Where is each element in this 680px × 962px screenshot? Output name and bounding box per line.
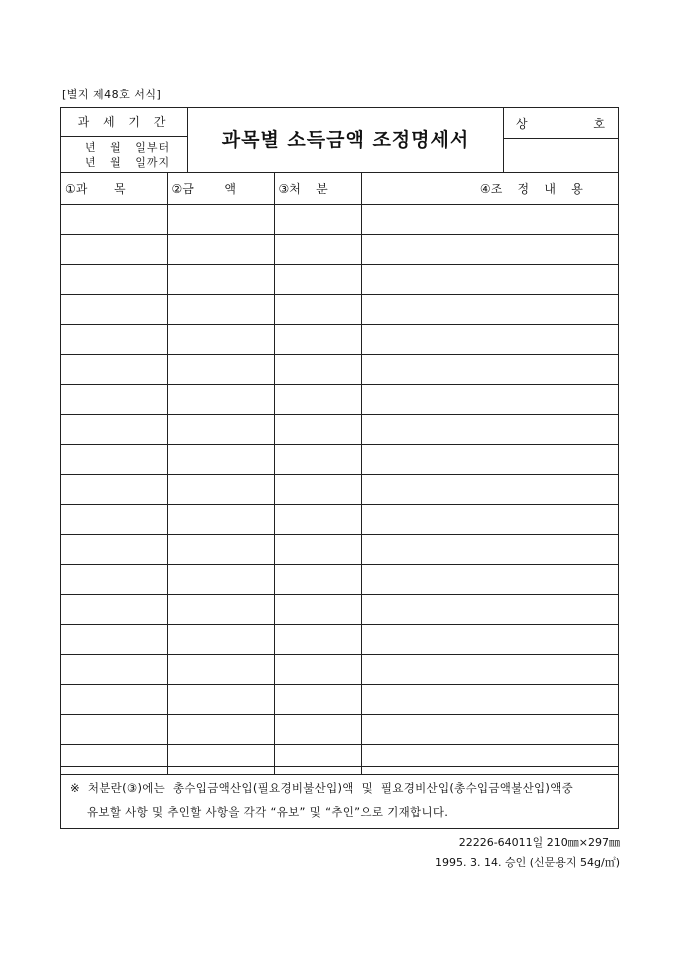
company-name-label (504, 108, 619, 139)
cell-subject[interactable] (61, 415, 167, 445)
cell-subject[interactable] (61, 325, 167, 355)
cell-adjustment-details[interactable] (361, 235, 618, 265)
cell-amount[interactable] (167, 295, 274, 325)
cell-amount[interactable] (167, 505, 274, 535)
cell-disposition[interactable] (274, 655, 361, 685)
cell-adjustment-details[interactable] (361, 205, 618, 235)
cell-adjustment-details[interactable] (361, 655, 618, 685)
cell-amount[interactable] (167, 595, 274, 625)
cell-adjustment-details[interactable] (361, 625, 618, 655)
cell-adjustment-details[interactable] (361, 565, 618, 595)
adjustment-table (61, 172, 618, 775)
cell-adjustment-details[interactable] (361, 385, 618, 415)
table-row (61, 265, 618, 295)
cell-disposition[interactable] (274, 205, 361, 235)
table-row (61, 655, 618, 685)
cell-adjustment-details[interactable] (361, 715, 618, 745)
cell-subject[interactable] (61, 355, 167, 385)
cell-amount[interactable] (167, 655, 274, 685)
table-body (61, 205, 618, 775)
note-line-2: 유보할 사항 및 추인할 사항을 각각 “유보” 및 “추인”으로 기재합니다. (87, 805, 449, 819)
cell-disposition[interactable] (274, 295, 361, 325)
column-header-amount: ②금 액 (167, 172, 274, 205)
note-line-1: ※ 처분란(③)에는 총수입금액산입(필요경비불산입)액 및 필요경비산입(총수입금액불산입)액중 (70, 781, 574, 795)
cell-subject[interactable] (61, 205, 167, 235)
cell-disposition[interactable] (274, 715, 361, 745)
cell-subject[interactable] (61, 535, 167, 565)
cell-subject[interactable] (61, 265, 167, 295)
form-header (61, 108, 618, 173)
cell-subject[interactable] (61, 235, 167, 265)
cell-adjustment-details[interactable] (361, 325, 618, 355)
cell-disposition[interactable] (274, 265, 361, 295)
table-row (61, 565, 618, 595)
cell-amount[interactable] (167, 445, 274, 475)
cell-amount[interactable] (167, 205, 274, 235)
cell-subject[interactable] (61, 385, 167, 415)
form-frame (60, 107, 619, 829)
cell-adjustment-details[interactable] (361, 505, 618, 535)
period-from: 년 월 일부터 (85, 141, 171, 154)
table-row (61, 325, 618, 355)
cell-amount[interactable] (167, 685, 274, 715)
cell-subject[interactable] (61, 565, 167, 595)
cell-subject[interactable] (61, 295, 167, 325)
table-header-row (61, 172, 618, 205)
form-code: 22226-64011일 210㎜×297㎜ (458, 836, 620, 849)
column-header-disposition: ③처 분 (274, 172, 361, 205)
cell-subject[interactable] (61, 475, 167, 505)
cell-adjustment-details[interactable] (361, 445, 618, 475)
company-label-char-2: 호 (593, 117, 605, 131)
table-row (61, 355, 618, 385)
form-caption: [별지 제48호 서식] (62, 88, 162, 101)
table-row (61, 595, 618, 625)
table-row (61, 445, 618, 475)
form-title: 과목별 소득금액 조정명세서 (221, 129, 470, 151)
table-row (61, 625, 618, 655)
cell-amount[interactable] (167, 715, 274, 745)
cell-subject[interactable] (61, 445, 167, 475)
cell-subject[interactable] (61, 685, 167, 715)
cell-subject[interactable] (61, 505, 167, 535)
cell-adjustment-details[interactable] (361, 295, 618, 325)
period-to: 년 월 일까지 (85, 156, 171, 169)
cell-disposition[interactable] (274, 235, 361, 265)
table-row (61, 715, 618, 745)
column-header-subject: ①과 목 (61, 172, 167, 205)
cell-adjustment-details[interactable] (361, 415, 618, 445)
cell-subject[interactable] (61, 625, 167, 655)
table-row (61, 685, 618, 715)
tax-period-label: 과 세 기 간 (61, 108, 187, 137)
cell-adjustment-details[interactable] (361, 475, 618, 505)
cell-disposition[interactable] (274, 685, 361, 715)
table-row (61, 295, 618, 325)
cell-subject[interactable] (61, 595, 167, 625)
cell-disposition[interactable] (274, 385, 361, 415)
column-header-adjustment-details: ④조 정 내 용 (361, 172, 618, 205)
cell-adjustment-details[interactable] (361, 355, 618, 385)
table-row (61, 415, 618, 445)
table-row (61, 385, 618, 415)
cell-disposition[interactable] (274, 325, 361, 355)
cell-adjustment-details[interactable] (361, 535, 618, 565)
cell-disposition[interactable] (274, 565, 361, 595)
cell-amount[interactable] (167, 355, 274, 385)
cell-amount[interactable] (167, 535, 274, 565)
approval-info: 1995. 3. 14. 승인 (신문용지 54g/㎡) (435, 856, 620, 869)
table-row (61, 205, 618, 235)
cell-adjustment-details[interactable] (361, 265, 618, 295)
cell-amount[interactable] (167, 325, 274, 355)
cell-amount[interactable] (167, 385, 274, 415)
cell-disposition[interactable] (274, 415, 361, 445)
cell-disposition[interactable] (274, 445, 361, 475)
cell-subject[interactable] (61, 715, 167, 745)
cell-amount[interactable] (167, 565, 274, 595)
cell-amount[interactable] (167, 415, 274, 445)
cell-amount[interactable] (167, 475, 274, 505)
instruction-note (61, 766, 618, 829)
table-row (61, 535, 618, 565)
cell-subject[interactable] (61, 655, 167, 685)
table-row (61, 475, 618, 505)
cell-disposition[interactable] (274, 595, 361, 625)
cell-disposition[interactable] (274, 505, 361, 535)
company-name-cell (503, 108, 619, 172)
cell-disposition[interactable] (274, 625, 361, 655)
tax-period-cell (61, 108, 188, 172)
cell-amount[interactable] (167, 235, 274, 265)
cell-disposition[interactable] (274, 355, 361, 385)
cell-amount[interactable] (167, 625, 274, 655)
table-row (61, 505, 618, 535)
cell-adjustment-details[interactable] (361, 685, 618, 715)
cell-disposition[interactable] (274, 535, 361, 565)
cell-disposition[interactable] (274, 475, 361, 505)
cell-adjustment-details[interactable] (361, 595, 618, 625)
table-row (61, 235, 618, 265)
cell-amount[interactable] (167, 265, 274, 295)
company-label-char-1: 상 (516, 117, 528, 131)
